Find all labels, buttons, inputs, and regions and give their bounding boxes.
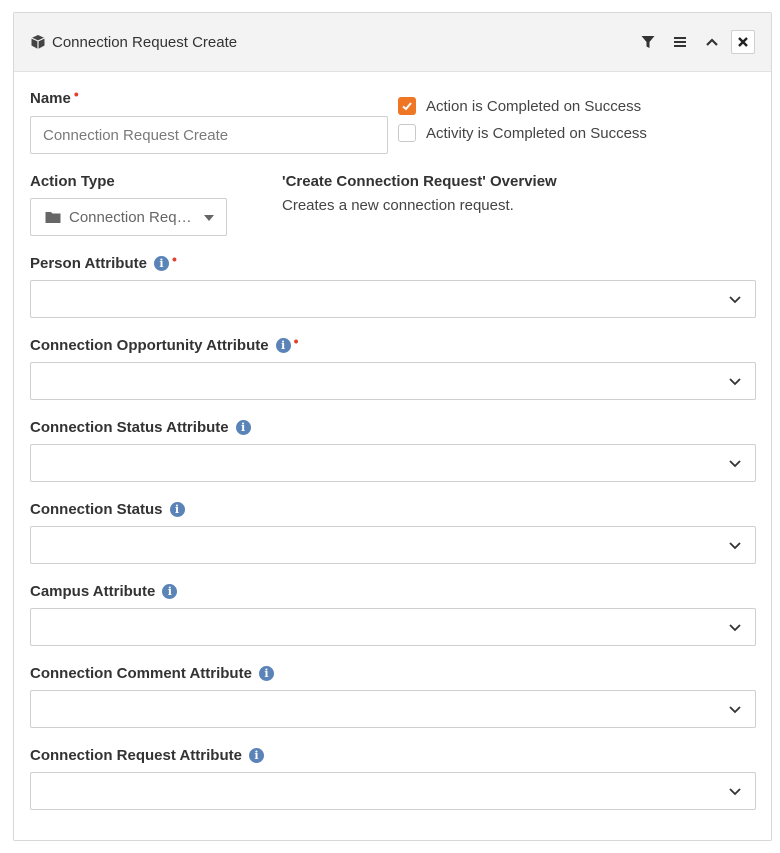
action-type-value: Connection Req… [69, 208, 192, 226]
chevron-down-icon [728, 784, 742, 798]
attribute-select[interactable] [30, 608, 756, 646]
field-label-text: Connection Status [30, 501, 163, 518]
chevron-down-icon [728, 702, 742, 716]
collapse-button[interactable] [699, 29, 725, 55]
required-marker: • [171, 250, 177, 267]
field-label-text: Person Attribute [30, 255, 147, 272]
attribute-select[interactable] [30, 444, 756, 482]
info-icon[interactable]: i [249, 748, 264, 763]
caret-down-icon [204, 215, 214, 221]
info-icon[interactable]: i [154, 256, 169, 271]
close-button[interactable] [731, 30, 755, 54]
chevron-up-icon [705, 35, 719, 49]
chevron-down-icon [728, 620, 742, 634]
filter-icon [641, 35, 655, 49]
info-icon[interactable]: i [170, 502, 185, 517]
chevron-down-icon [728, 374, 742, 388]
field-label [30, 419, 251, 436]
overview-description: Creates a new connection request. [282, 197, 514, 214]
action-completed-checkbox[interactable] [398, 97, 416, 115]
field-label-text: Campus Attribute [30, 583, 156, 600]
action-type-label-text: Action Type [30, 173, 115, 190]
close-icon [737, 36, 749, 48]
cube-icon [30, 34, 46, 50]
menu-icon [673, 35, 687, 49]
field-label [30, 250, 177, 272]
required-marker: • [73, 85, 79, 102]
name-label-text: Name [30, 90, 71, 107]
panel-header [14, 13, 771, 72]
field-label-text: Connection Opportunity Attribute [30, 337, 269, 354]
info-icon[interactable]: i [276, 338, 291, 353]
chevron-down-icon [728, 456, 742, 470]
panel-title-text: Connection Request Create [52, 33, 238, 51]
attribute-select[interactable] [30, 280, 756, 318]
name-input[interactable] [30, 116, 388, 154]
attribute-select[interactable] [30, 772, 756, 810]
filter-button[interactable] [635, 29, 661, 55]
info-icon[interactable]: i [259, 666, 274, 681]
action-type-label [30, 173, 115, 190]
name-input-value: Connection Request Create [43, 126, 229, 144]
field-label [30, 665, 274, 682]
action-type-picker[interactable] [30, 198, 227, 236]
panel-title [30, 34, 635, 51]
action-completed-checkbox-row[interactable] [398, 97, 641, 115]
attribute-select[interactable] [30, 362, 756, 400]
info-icon[interactable]: i [236, 420, 251, 435]
attribute-select[interactable] [30, 526, 756, 564]
action-completed-label: Action is Completed on Success [426, 97, 642, 115]
activity-completed-checkbox[interactable] [398, 124, 416, 142]
required-marker: • [293, 332, 299, 349]
attribute-select[interactable] [30, 690, 756, 728]
chevron-down-icon [728, 292, 742, 306]
info-icon[interactable]: i [162, 584, 177, 599]
field-label [30, 583, 177, 600]
check-icon [401, 100, 413, 112]
activity-completed-checkbox-row[interactable] [398, 124, 647, 142]
chevron-down-icon [728, 538, 742, 552]
field-label-text: Connection Comment Attribute [30, 665, 252, 682]
menu-button[interactable] [667, 29, 693, 55]
activity-completed-label: Activity is Completed on Success [426, 124, 647, 142]
overview-title: 'Create Connection Request' Overview [282, 173, 557, 190]
field-label-text: Connection Status Attribute [30, 419, 229, 436]
folder-icon [45, 210, 61, 224]
field-label [30, 332, 299, 354]
field-label [30, 501, 185, 518]
field-label-text: Connection Request Attribute [30, 747, 242, 764]
name-label [30, 85, 79, 107]
field-label [30, 747, 264, 764]
